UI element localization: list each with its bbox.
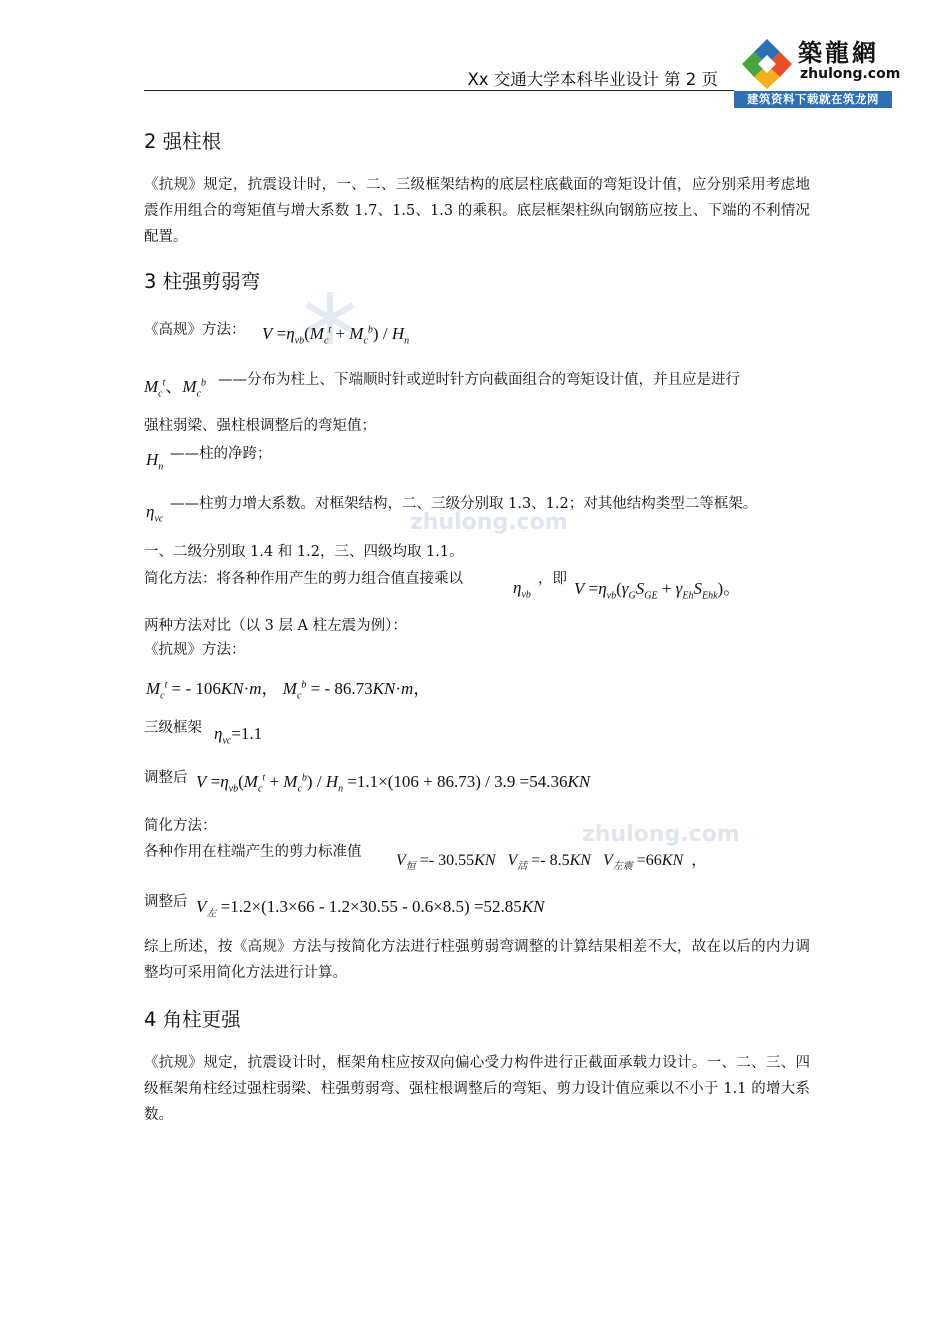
equation-adjusted-gaogui: $V =\eta_{vb}(M_c^t + M_c^b) / H_n =1.1\times(106 + 86.73) / 3.9 =54.36KN$ — [196, 772, 591, 795]
logo-banner: 建筑资料下载就在筑龙网 — [734, 91, 892, 108]
section-4-heading: 4 角柱更强 — [144, 1008, 241, 1031]
gaogui-label: 《高规》方法： — [144, 322, 246, 338]
page-header — [144, 64, 734, 91]
std-values-label: 各种作用在柱端产生的剪力标准值 — [144, 844, 362, 860]
eta-description: ——柱剪力增大系数。对框架结构，二、三级分别取 1.3、1.2；对其他结构类型二等框架。 — [170, 496, 758, 512]
symbol-eta-vc: $\eta_{vc}$ — [146, 502, 164, 525]
eta-value: $\eta_{vc}=1.1$ — [214, 724, 263, 747]
header-title: Xx 交通大学本科毕业设计 第 2 页 — [467, 70, 718, 89]
moment-values: $M_c^t$ = - 106KN·m， $M_c^b$ = - 86.73KN·m， — [146, 679, 431, 702]
equation-gaogui: $V =\eta_{vb}(M_c^t + M_c^b) / H_n$ — [262, 324, 410, 347]
logo-top — [734, 31, 901, 91]
zhulong-logo — [734, 31, 901, 108]
std-shear-values: $V_恒 =- 30.55KN$ $V_活 =- 8.5KN$ $V_{左震} =66KN$ ， — [396, 852, 708, 873]
adjusted-label-2: 调整后 — [144, 894, 188, 910]
mc-description: ——分布为柱上、下端顺时针或逆时针方向截面组合的弯矩设计值，并且应是进行 — [218, 372, 740, 388]
watermark-text: zhulong.com — [582, 822, 740, 847]
section-3-heading: 3 柱强剪弱弯 — [144, 270, 261, 293]
equation-adjusted-simple: $V_左 =1.2\times(1.3\times 66 - 1.2\times 30.55 - 0.6\times 8.5) =52.85KN$ — [196, 897, 545, 920]
hn-description: ——柱的净跨； — [170, 446, 272, 462]
simple-method-intro: 简化方法：将各种作用产生的剪力组合值直接乘以 — [144, 571, 463, 587]
section-2-body: 《抗规》规定，抗震设计时，一、二、三级框架结构的底层柱底截面的弯矩设计值，应分别采用考虑地震作用组合的弯矩值与增大系数 1.7、1.5、1.3 的乘积。底层框架柱纵向钢筋应按上、下端的不利情况配置。 — [144, 177, 810, 245]
watermark-text: zhulong.com — [410, 510, 568, 535]
conclusion-paragraph: 综上所述，按《高规》方法与按简化方法进行柱强剪弱弯调整的计算结果相差不大，故在以后的内力调整均可采用简化方法进行计算。 — [144, 939, 810, 981]
logo-name-cn: 築龍網 — [798, 38, 879, 67]
equation-simple-general: $V =\eta_{vb}(\gamma_GS_{GE} + \gamma_{Eh}S_{Ehk})$。 — [574, 579, 741, 602]
symbol-mc: $M_c^t$、$M_c^b$ — [144, 377, 207, 400]
adjusted-label: 调整后 — [144, 770, 188, 786]
section-4-body: 《抗规》规定，抗震设计时，框架角柱应按双向偏心受力构件进行正截面承载力设计。一、二、三、四级框架角柱经过强柱弱梁、柱强剪弱弯、强柱根调整后的弯矩、剪力设计值应乘以不小于 1.1 的增大系数。 — [144, 1055, 810, 1123]
kanggui-label: 《抗规》方法： — [144, 642, 246, 658]
simple-method-intro-2: ，即 — [538, 571, 567, 587]
level3-label: 三级框架 — [144, 720, 202, 736]
symbol-hn: $H_n$ — [146, 450, 164, 473]
symbol-eta-vb: $\eta_{vb}$ — [513, 578, 531, 601]
logo-diamond-icon — [740, 37, 794, 91]
comparison-intro: 两种方法对比（以 3 层 A 柱左震为例）： — [144, 618, 407, 634]
simple-method-label: 简化方法： — [144, 818, 217, 834]
section-2-heading: 2 强柱根 — [144, 130, 222, 153]
logo-domain: zhulong.com — [800, 66, 901, 82]
mc-description-cont: 强柱弱梁、强柱根调整后的弯矩值； — [144, 418, 376, 434]
eta-description-cont: 一、二级分别取 1.4 和 1.2，三、四级均取 1.1。 — [144, 544, 464, 560]
